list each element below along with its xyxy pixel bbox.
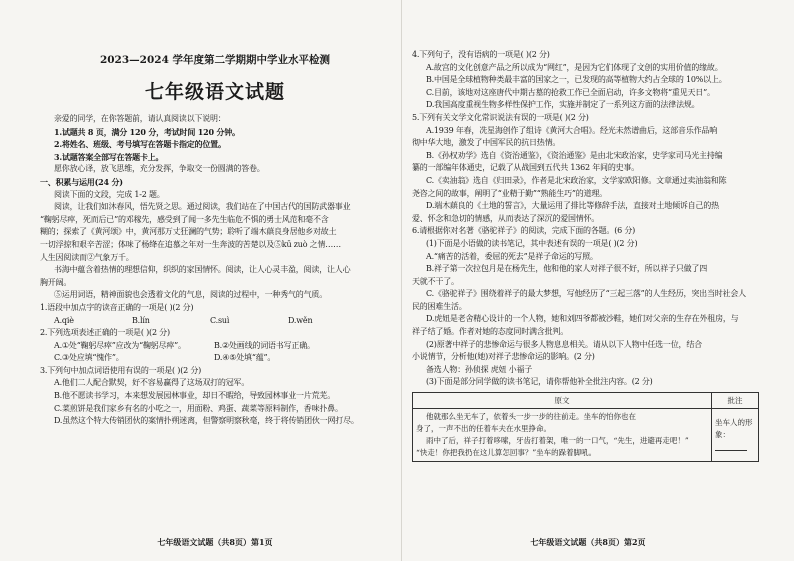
passage-line: 一切浮掠和艰辛苦涩；体味了杨绛在追慕之年对一生奔波的苦楚以及⑤kū zuò 之情…… [40,239,341,249]
question-1-options [40,315,390,328]
option: D.端木蕻良的《土地的誓言》，大量运用了排比等修辞手法，直接对土地倾诉自己的热 [426,201,719,211]
option: B.《孙权劝学》选自《资治通鉴》，《资治通鉴》是由北宋政治家，史学家司马光主持编 [426,150,723,160]
annotation-cell[interactable] [712,409,759,462]
question-1: 1.语段中加点字的读音正确的一项是( )(2 分) [40,302,194,312]
option: 天就不干了。 [412,276,459,286]
option: B.中国是全球植物种类最丰富的国家之一，已发现的高等植物大约占全球的 10%以上。 [426,75,727,85]
passage-line: ⑤运用词语，精神面貌也会透着文化的气息，阅读的过程中，一种秀气的气质。 [54,290,327,300]
question-6-2: 小说情节，分析他(她)对祥子悲惨命运的影响。(2 分) [412,352,595,362]
option: A.1939 年春，冼星海创作了组诗《黄河大合唱》。经光未然谱曲后，这部音乐作品响 [426,125,718,135]
passage-line: 糊的；探索了《黄河颂》中，黄河那万丈狂澜的气势；聆听了端木蕻良身居他乡对故土 [40,227,337,237]
section-1-title: 一、积累与运用(24 分) [40,176,123,187]
option: D.wěn [288,315,313,325]
option: D.④⑤处填“蕴”。 [214,353,276,363]
option: 祥子结了婚。作者对她的态度同时满含批判。 [412,327,568,337]
option: B.祥子第一次拉包月是在杨先生，他和他的家人对祥子很不好，所以祥子只做了四 [426,264,708,274]
source-line: 他就那么坐无车了，依着头一步一步的往前走。坐车的怕你也在 [426,412,636,422]
option: D.我国高度重视生物多样性保护工作，实施并制定了一系列这方面的法律法规。 [426,100,700,110]
page-2 [412,0,764,561]
greeting: 亲爱的同学，在你答题前，请认真阅读以下说明： [54,114,226,123]
option: 爱、怀念和急切的情感，从而表达了深沉的爱国情怀。 [412,213,600,223]
passage-line: 胸开阔。 [40,277,72,287]
annotation-prompt: 坐车人的形象： [715,418,753,440]
source-text-cell [413,409,712,462]
page-footer: 七年级语文试题（共8页）第2页 [530,537,646,547]
option: B.lín [132,315,150,325]
passage-intro: 阅读下面的文段，完成 1-2 题。 [54,189,165,199]
option: C.suì [210,315,230,325]
source-line: 身了，一声不出的任着车夫在水里挣命。 [416,424,551,434]
option: A.qiè [54,315,74,325]
page-fold-divider [401,0,402,561]
option: 尧咨之间的故事，阐明了“业精于勤”“熟能生巧”的道理。 [412,188,607,198]
passage-line: 书海中蕴含着热情的理想信仰，织织的家国情怀。阅读，让人心灵丰盈，阅读，让人心 [54,265,351,275]
page-footer: 七年级语文试题（共8页）第1页 [157,537,273,547]
instruction-3: 3.试题答案全部写在答题卡上。 [54,151,164,162]
question-6-2: (2)原著中祥子的悲惨命运与很多人物息息相关。请从以下人物中任选一位，结合 [426,339,702,349]
question-6-1: (1)下面是小语做的读书笔记，其中表述有误的一项是( )(2 分) [426,238,638,248]
option: B.②处画线的词语书写正确。 [214,340,315,350]
option: A.故宫的文化创意产品之所以成为“网红”，是因为它们体现了文创的实用价值的缘故。 [426,62,723,72]
page-1 [40,0,390,561]
passage-line: 人生因阅读而②气象万千。 [40,252,134,262]
question-2-options-cd [40,352,390,365]
option: 民的困难生活。 [412,301,467,311]
question-6: 6.请根据你对名著《骆驼祥子》的阅读，完成下面的各题。(6 分) [412,226,636,236]
table-header-annotation: 批注 [712,393,759,409]
option: D.虽然这个特大传销团伙的案情扑朔迷离，但警察明察秋毫，终于将传销团伙一网打尽。 [54,416,359,426]
candidate-characters: 备选人物：孙侦探 虎妞 小福子 [426,364,533,374]
question-4: 4.下列句子，没有语病的一项是( )(2 分) [412,50,550,59]
question-6-3: (3)下面是部分同学做的读书笔记，请你帮他补全批注内容。(2 分) [426,377,653,387]
annotation-blank[interactable] [715,441,747,451]
option: 彻中华大地，激发了中国军民的抗日热情。 [412,138,561,148]
subject-title: 七年级语文试题 [144,81,285,103]
exam-title: 2023—2024 学年度第二学期期中学业水平检测 [99,54,331,66]
option: C.《卖油翁》选自《归田录》，作者是北宋政治家，文学家欧阳修。文章通过卖油翁和陈 [426,175,727,185]
option: D.虎妞是老舍精心设计的一个人物，她和刘四爷都被沙鞋，她们对父亲的生存在外租房，与 [426,314,739,324]
question-5: 5.下列有关文学文化常识说法有误的一项是( )(2 分) [412,112,589,122]
instruction-2: 2.将姓名、班级、考号填写在答题卡指定的位置。 [54,139,226,150]
reading-note-table [412,392,759,462]
option: C.目前，该地对这座唐代中期古墓的抢救工作已全面启动，许多文物将“重见天日”。 [426,87,715,97]
question-2: 2.下列选项表述正确的一项是( )(2 分) [40,328,170,338]
wish-text: 愿你放心译，放飞思维，充分发挥，争取交一份圆满的答卷。 [54,164,265,174]
option: A.他们二人配合默契，好不容易赢得了这场双打的冠军。 [54,378,250,388]
question-3: 3.下列句中加点词语使用有误的一项是( )(2 分) [40,365,202,375]
question-2-options-ab [40,340,390,353]
passage-line: “鞠躬尽瘁，死而后已”的邓稼先，感受到了闻一多先生临危不惧的勇士风范和毫不含 [40,214,329,224]
option: A.“痛苦的活着，委屈的死去”是祥子命运的写照。 [426,251,598,261]
option: C.《骆驼祥子》围绕着祥子的最大梦想，写他经历了“三起三落”的人生经历，突出当时社会人 [426,289,746,299]
option: C.菜煎饼是我们家乡有名的小吃之一，用面粉、鸡蛋、蔬菜等原料制作，香味扑鼻。 [54,403,343,413]
table-header-source: 原文 [413,393,712,409]
instruction-1: 1.试题共 8 页，满分 120 分，考试时间 120 分钟。 [54,126,240,137]
option: B.他不愿读书学习，本来想发展园林事业，却日不暇给，导致园林事业一片荒芜。 [54,391,336,401]
passage-line: 阅读，让我们如沐春风，悟先贤之思。通过阅读，我们站在了中国古代的国防武器事业 [54,202,351,212]
option: 纂的一部编年体通史，记载了从战国到五代共 1362 年间的史事。 [412,163,640,173]
option: C.③处应填“愧作”。 [54,353,124,363]
option: A.①处“鞠躬尽瘁”应改为“鞠躬尽瘁”。 [54,340,186,350]
source-line: 雨中了后，祥子打着哆嗦，牙齿打着架，唯一的一口气，“先生，进避再走吧！” [426,436,689,446]
source-line: “快走！你把我扔在这儿算怎回事？”坐车的跺着脚吼。 [416,448,597,458]
